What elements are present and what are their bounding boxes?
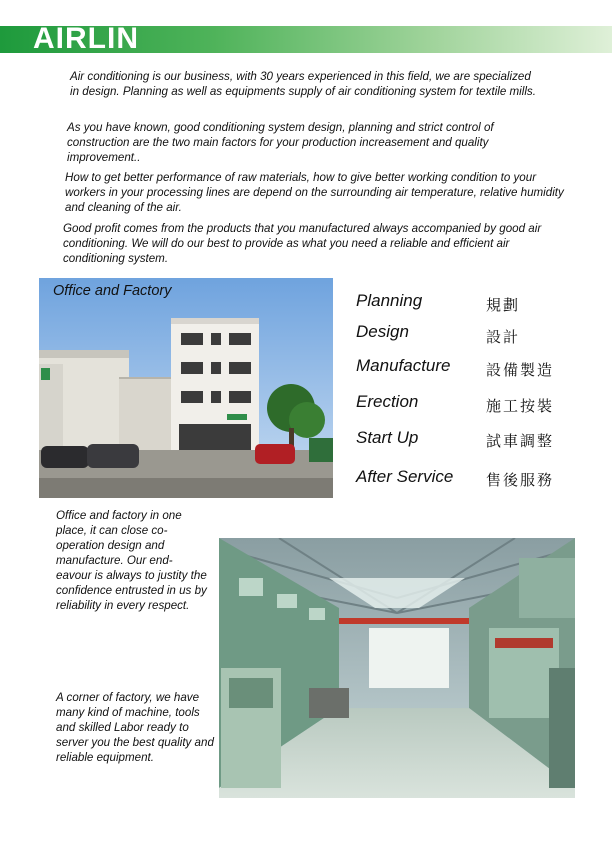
service-name: Manufacture bbox=[356, 356, 451, 375]
header-banner bbox=[0, 22, 612, 55]
service-name-zh: 設計 bbox=[486, 328, 521, 346]
factory-interior-image bbox=[219, 538, 575, 798]
service-name: After Service bbox=[356, 467, 454, 486]
office-building-image bbox=[39, 278, 333, 498]
intro-paragraph-3: How to get better performance of raw materials, how to give better working condition to your workers in your processing lines are depend on the surrounding air temperature, relative humidity and cleaning of the air. bbox=[65, 171, 564, 214]
service-name: Planning bbox=[356, 291, 423, 310]
service-name-zh: 施工按裝 bbox=[486, 397, 555, 415]
service-name-zh: 規劃 bbox=[486, 296, 521, 314]
intro-paragraph-2: As you have known, good conditioning system design, planning and strict control of construction are the two main factors for your production increasement and quality improvement.. bbox=[67, 121, 494, 164]
service-name: Erection bbox=[356, 392, 419, 411]
service-name: Design bbox=[356, 322, 409, 341]
factory-interior-photo bbox=[219, 538, 575, 798]
company-title: AIRLIN bbox=[33, 22, 139, 55]
service-name-zh: 設備製造 bbox=[486, 361, 555, 379]
office-caption: Office and factory in one place, it can close co-operation design and manufacture. Our end-eavour is always to justity the confidence entrusted in us by reliability in every respect. bbox=[56, 509, 207, 612]
office-factory-photo bbox=[39, 278, 333, 498]
intro-paragraph-4: Good profit comes from the products that you manufactured always accompanied by good air conditioning. We will do our best to provide as what you need a reliable and efficient air conditioning system. bbox=[63, 222, 542, 265]
service-name-zh: 試車調整 bbox=[486, 432, 555, 450]
factory-caption: A corner of factory, we have many kind of machine, tools and skilled Labor ready to server you the best quality and reliable equipment. bbox=[56, 691, 214, 764]
service-name-zh: 售後服務 bbox=[486, 471, 555, 489]
office-photo-label: Office and Factory bbox=[53, 283, 172, 299]
service-name: Start Up bbox=[356, 428, 419, 447]
intro-paragraph-1: Air conditioning is our business, with 30 years experienced in this field, we are specialized in design. Planning as well as equipments supply of air conditioning system for textile mills. bbox=[70, 70, 536, 98]
